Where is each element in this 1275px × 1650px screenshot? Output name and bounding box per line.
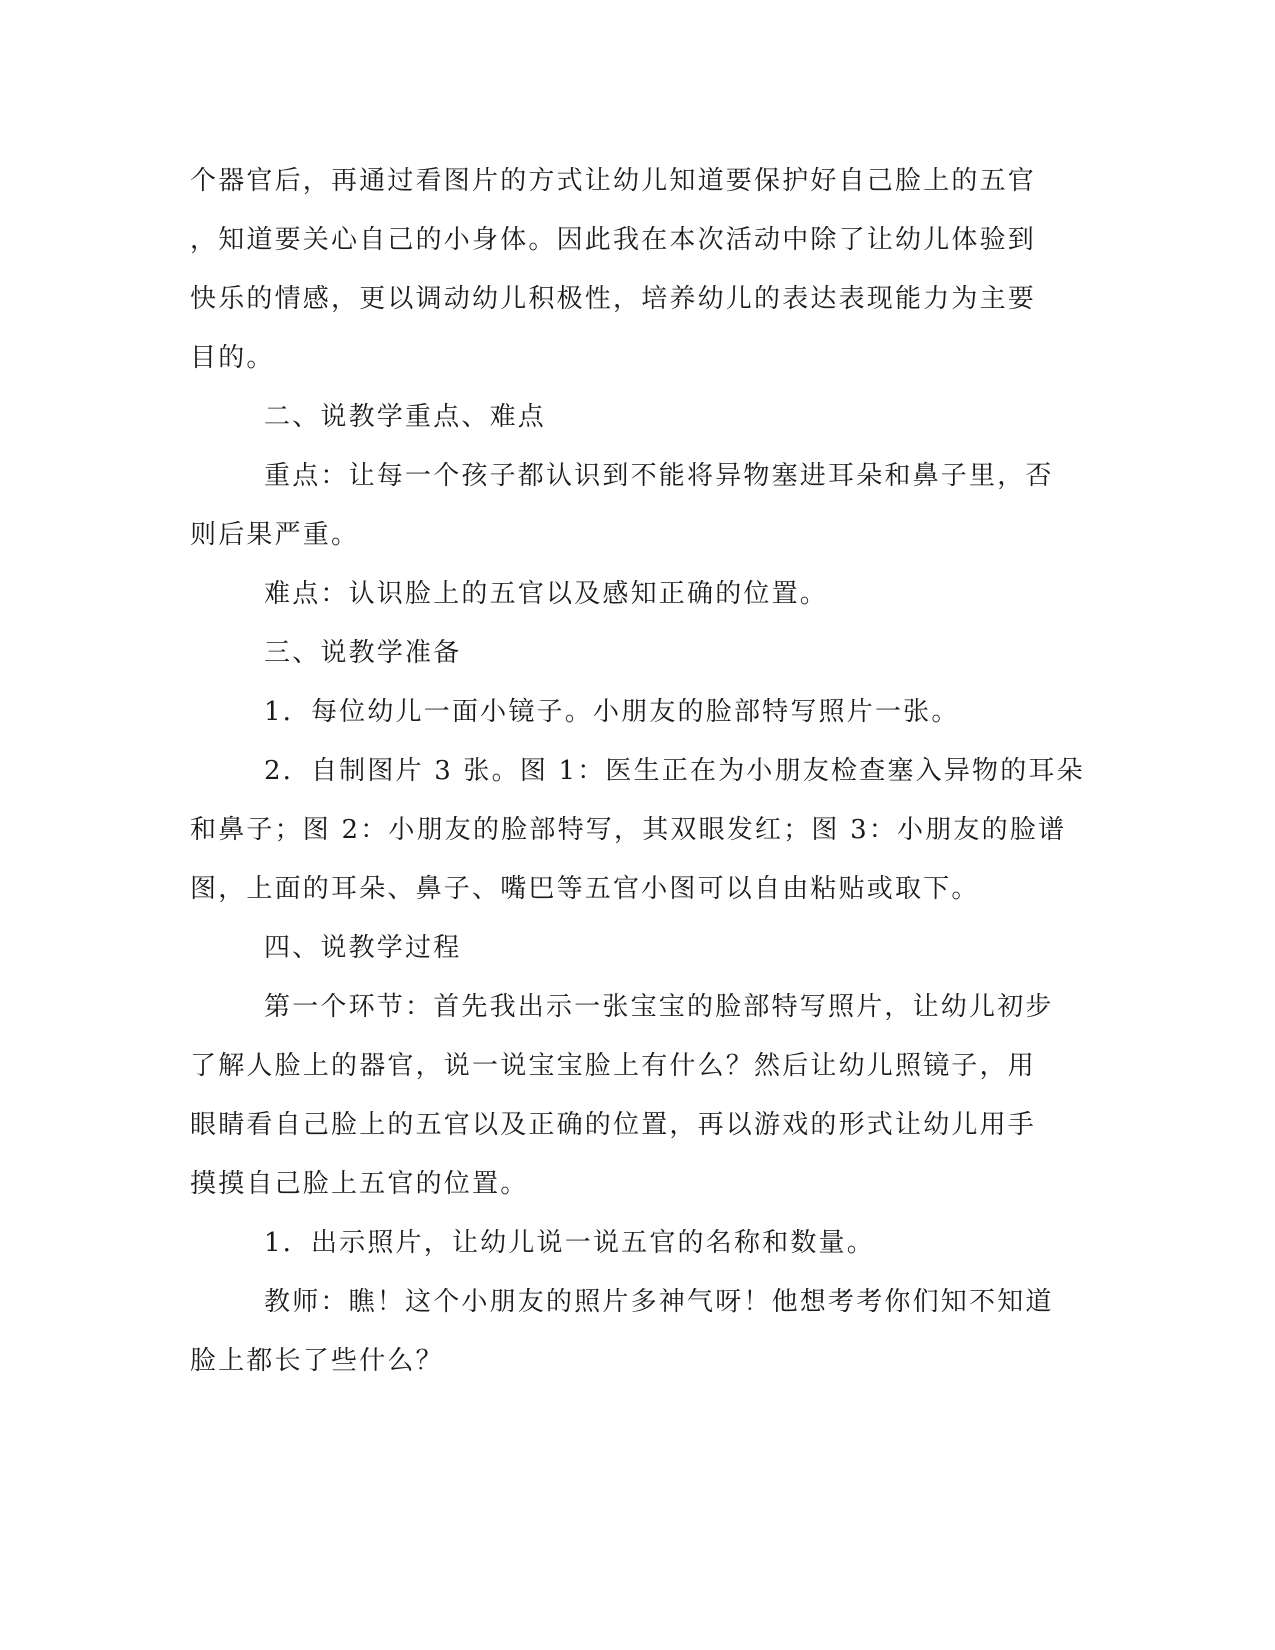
text-line: 了解人脸上的器官，说一说宝宝脸上有什么？然后让幼儿照镜子，用	[190, 1051, 1037, 1081]
text-line: 图，上面的耳朵、鼻子、嘴巴等五官小图可以自由粘贴或取下。	[190, 874, 980, 904]
text-line: 重点：让每一个孩子都认识到不能将异物塞进耳朵和鼻子里，否	[264, 461, 1054, 491]
text-line: 快乐的情感，更以调动幼儿积极性，培养幼儿的表达表现能力为主要	[190, 284, 1037, 314]
section-heading: 三、说教学准备	[264, 638, 462, 668]
text-line: 目的。	[190, 343, 275, 373]
list-item: 2．自制图片 3 张。图 1：医生正在为小朋友检查塞入异物的耳朵	[264, 756, 1085, 786]
text-line: 摸摸自己脸上五官的位置。	[190, 1169, 529, 1199]
text-line: 难点：认识脸上的五官以及感知正确的位置。	[264, 579, 829, 609]
text-line: 脸上都长了些什么？	[190, 1346, 444, 1376]
text-line: 眼睛看自己脸上的五官以及正确的位置，再以游戏的形式让幼儿用手	[190, 1110, 1037, 1140]
text-line: 和鼻子；图 2：小朋友的脸部特写，其双眼发红；图 3：小朋友的脸谱	[190, 815, 1067, 845]
text-line: 个器官后，再通过看图片的方式让幼儿知道要保护好自己脸上的五官	[190, 166, 1037, 196]
section-heading: 二、说教学重点、难点	[264, 402, 547, 432]
text-line: 教师：瞧！这个小朋友的照片多神气呀！他想考考你们知不知道	[264, 1287, 1054, 1317]
list-item: 1．每位幼儿一面小镜子。小朋友的脸部特写照片一张。	[264, 697, 960, 727]
section-heading: 四、说教学过程	[264, 933, 462, 963]
text-line: 则后果严重。	[190, 520, 360, 550]
text-line: ，知道要关心自己的小身体。因此我在本次活动中除了让幼儿体验到	[190, 225, 1037, 255]
list-item: 1．出示照片，让幼儿说一说五官的名称和数量。	[264, 1228, 875, 1258]
text-line: 第一个环节：首先我出示一张宝宝的脸部特写照片，让幼儿初步	[264, 992, 1054, 1022]
